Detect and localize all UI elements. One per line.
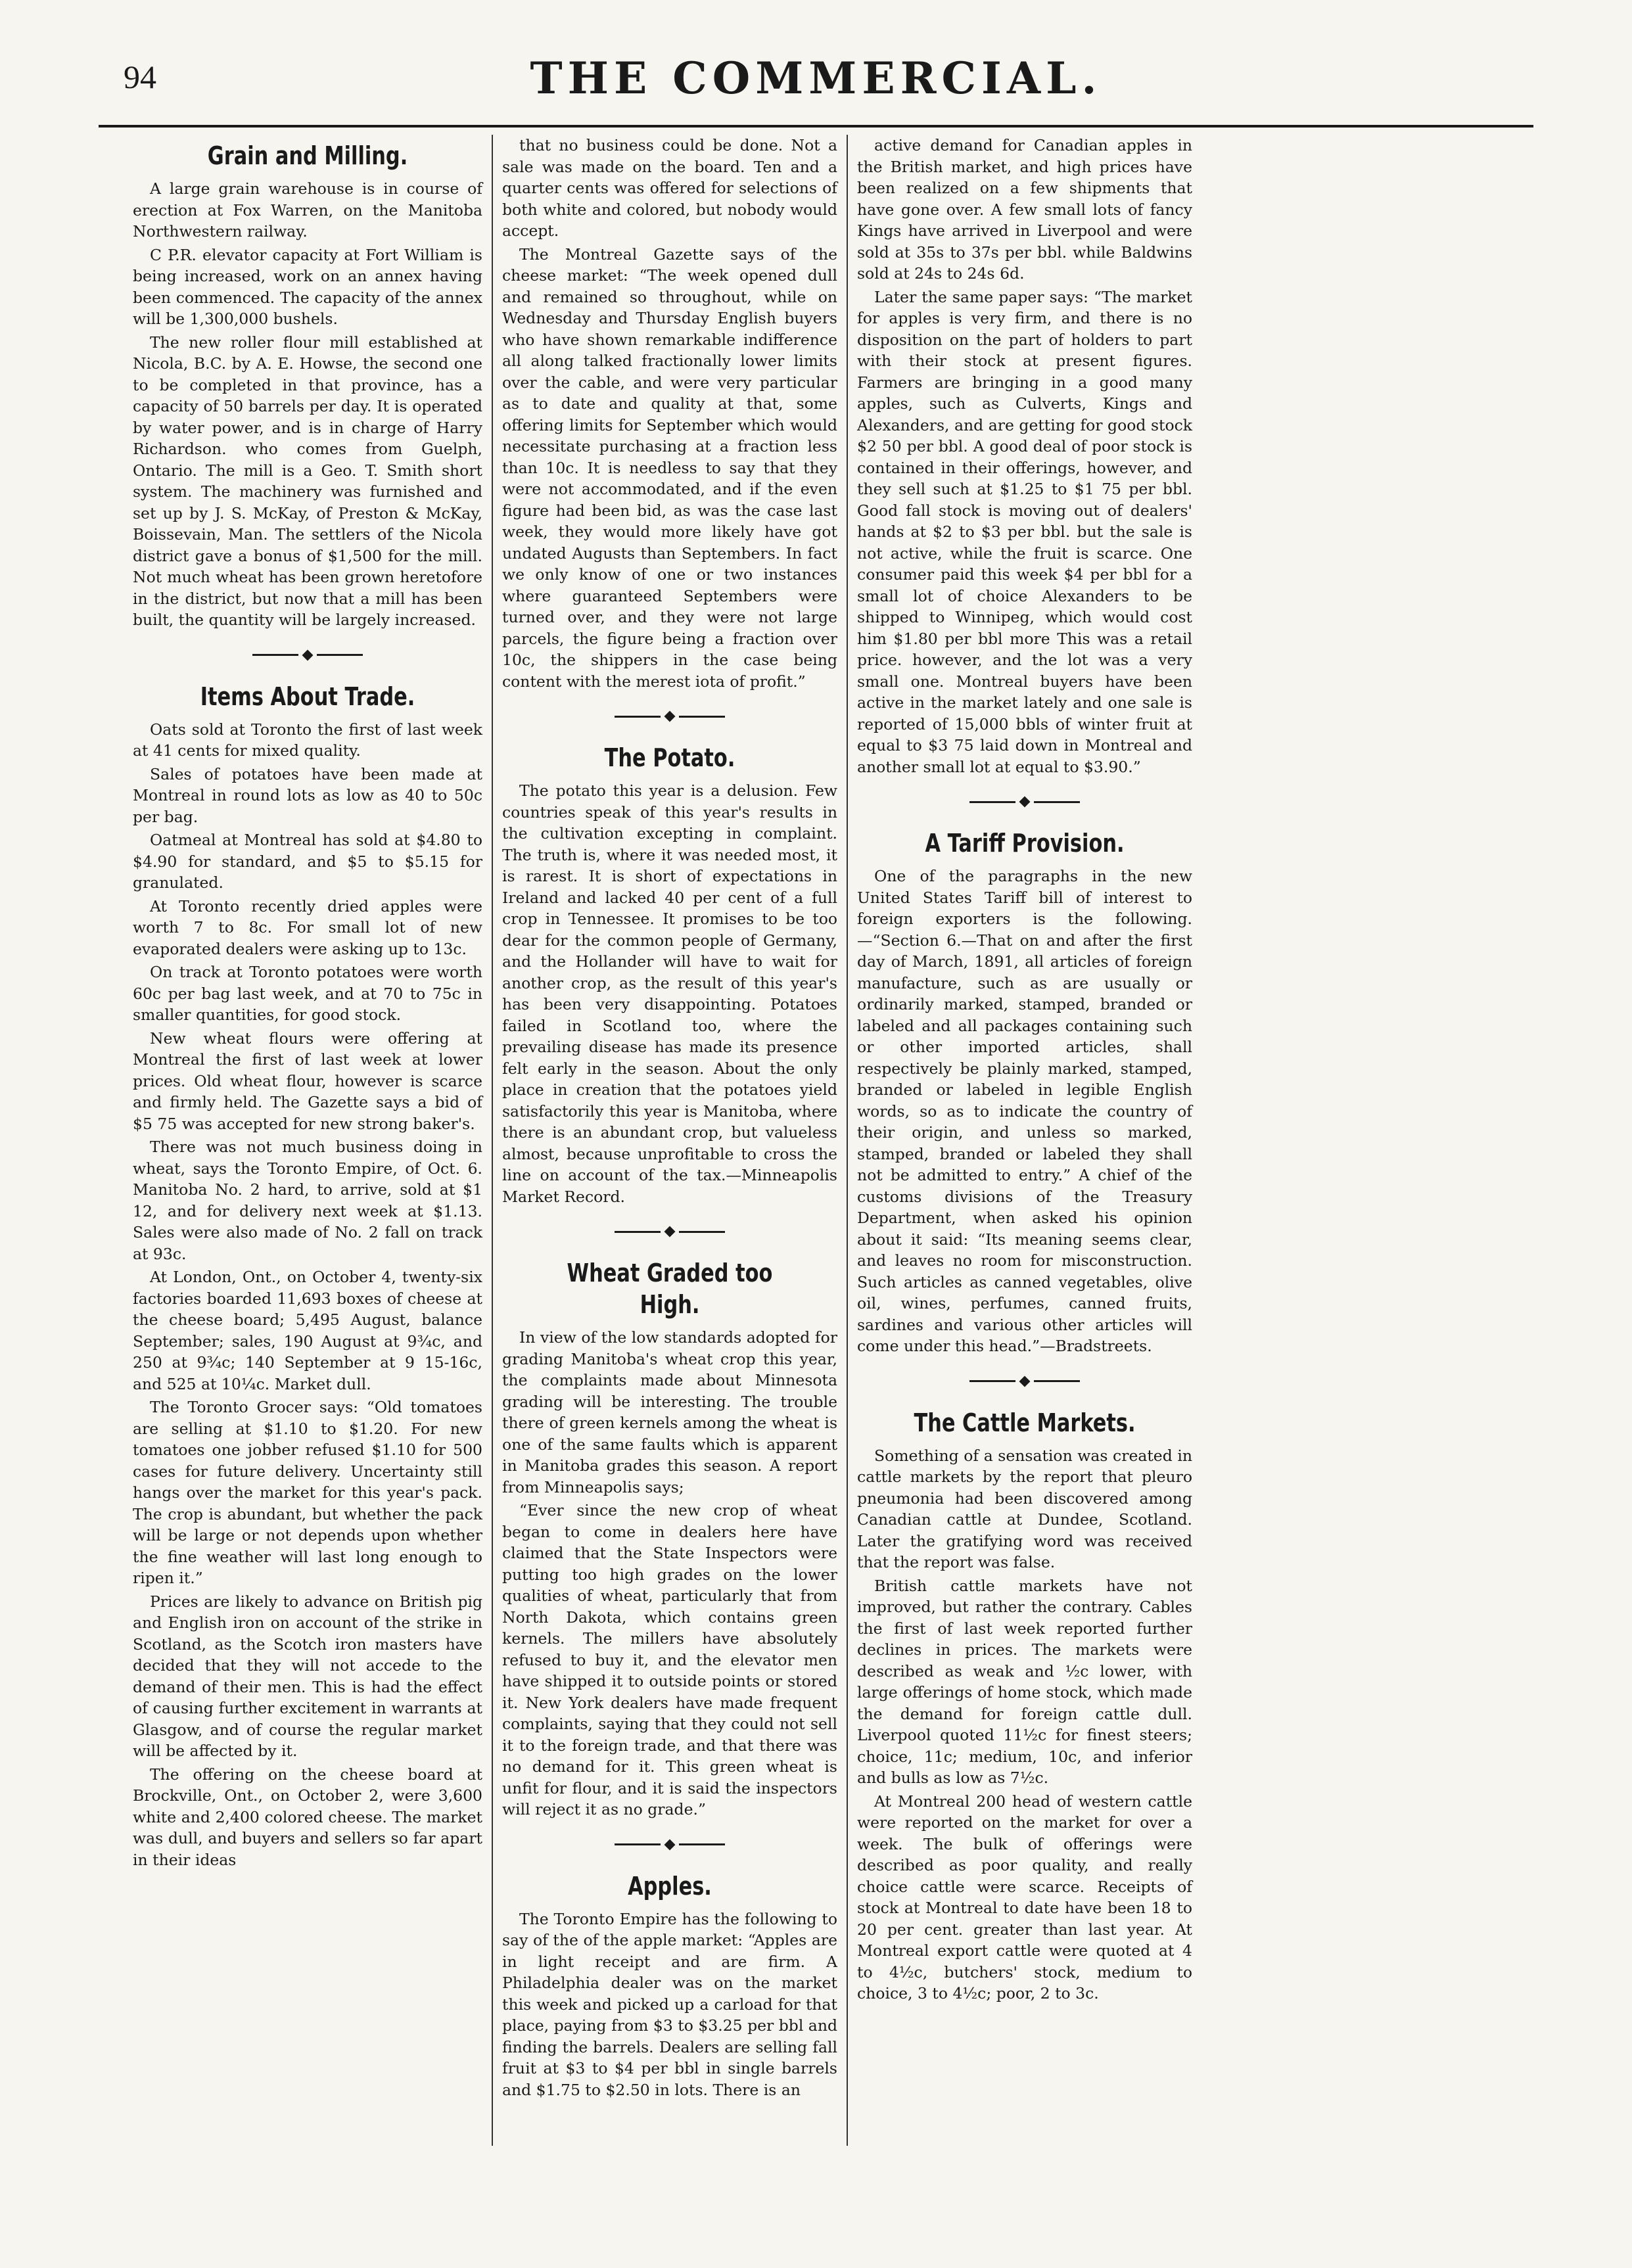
article-paragraph: Prices are likely to advance on British pig and English iron on account of the strike in Scotland, as the Scotch iron masters have decided that they will not accede to the demand of their men. This is had the effect of causing further excitement in warrants at Glasgow, and of course the regular market will be affected by it. — [133, 1592, 482, 1760]
column-3 — [847, 135, 1201, 2146]
article-paragraph: On track at Toronto potatoes were worth 60c per bag last week, and at 70 to 75c in smaller quantities, for good stock. — [133, 963, 482, 1024]
article-paragraph: British cattle markets have not improved, but rather the contrary. Cables the first of last week reported further declines in prices. The markets were described as weak and ½c lower, with large offerings of home stock, which made the demand for foreign cattle dull. Liverpool quoted 11½c for finest steers; choice, 11c; medium, 10c, and inferior and bulls as low as 7½c. — [857, 1576, 1192, 1787]
article-paragraph: In view of the low standards adopted for grading Manitoba's wheat crop this year, the complaints made about Minnesota grading will be interesting. The trouble there of green kernels among the wheat is one of the same faults which is apparent in Manitoba grades this season. A report from Minneapolis says; — [502, 1328, 837, 1496]
section-divider — [502, 710, 837, 722]
article-paragraph: C P.R. elevator capacity at Fort William is being increased, work on an annex having been commenced. The capacity of the annex will be 1,300,000 bushels. — [133, 245, 482, 328]
diamond-ornament-icon — [1019, 1376, 1031, 1387]
article-title: Wheat Graded too High. — [567, 1259, 773, 1319]
article-title: The Potato. — [604, 743, 735, 772]
article-columns — [124, 135, 1574, 2146]
diamond-ornament-icon — [664, 711, 676, 722]
article-paragraph: The potato this year is a delusion. Few countries speak of this year's results in the cultivation excepting in complaint. The truth is, where it was needed most, it is rarest. It is short of expectations in Ireland and lacked 40 per cent of a full crop in Tennessee. It promises to be too dear for the common people of Germany, and the Hollander will have to wait for another crop, as the result of this year's has been very disappointing. Potatoes failed in Scotland too, where the prevailing disease has made its presence felt early in the season. About the only place in creation that the potatoes yield satisfactorily this year is Manitoba, where there is an abundant crop, but valueless almost, because unprofitable to cross the line on account of the tax.—Minneapolis Market Record. — [502, 781, 837, 1206]
column-2 — [492, 135, 847, 2146]
article-paragraph: Something of a sensation was created in cattle markets by the report that pleuro pneumonia had been discovered among Canadian cattle at Dundee, Scotland. Later the gratifying word was received that the report was false. — [857, 1446, 1192, 1571]
column-1 — [124, 135, 492, 2146]
article-paragraph: The Toronto Empire has the following to say of the of the apple market: “Apples are in light receipt and are firm. A Philadelphia dealer was on the market this week and picked up a carload for that place, paying from $3 to $3.25 per bbl and finding the barrels. Dealers are selling fall fruit at $3 to $4 per bbl in single barrels and $1.75 to $2.50 in lots. There is an — [502, 1909, 838, 2099]
article-paragraph: The new roller flour mill established at Nicola, B.C. by A. E. Howse, the second one to be completed in that province, has a capacity of 50 barrels per day. It is operated by water power, and is in charge of Harry Richardson. who comes from Guelph, Ontario. The mill is a Geo. T. Smith short system. The machinery was furnished and set up by J. S. McKay, of Preston & McKay, Boissevain, Man. The settlers of the Nicola district gave a bonus of $1,500 for the mill. Not much wheat has been grown heretofore in the district, but now that a mill has been built, the quantity will be largely increased. — [133, 333, 482, 629]
article-paragraph: that no business could be done. Not a sale was made on the board. Ten and a quarter cents was offered for selections of both white and colored, but nobody would accept. — [502, 136, 837, 240]
article-paragraph: At London, Ont., on October 4, twenty-six factories boarded 11,693 boxes of cheese at the cheese board; 5,495 August, balance September; sales, 190 August at 9¾c, and 250 at 9¾c; 140 September at 9 15-16c, and 525 at 10¼c. Market dull. — [133, 1268, 482, 1393]
article-paragraph: Oatmeal at Montreal has sold at $4.80 to $4.90 for standard, and $5 to $5.15 for granulated. — [133, 831, 482, 892]
article-paragraph: The Montreal Gazette says of the cheese market: “The week opened dull and remained so throughout, while on Wednesday and Thursday English buyers who have shown remarkable indifference all along talked fractionally lower limits over the cable, and were very particular as to date and quality at that, some offering limits for September which would necessitate purchasing at a fraction less than 10c. It is needless to say that they were not accommodated, and if the even figure had been bid, as was the case last week, they would more likely have got undated Augusts than Septembers. In fact we only know of one or two instances where guaranteed Septembers were turned over, and they were not large parcels, the figure being a fraction over 10c, the shippers in the case being content with the merest iota of profit.” — [502, 244, 837, 691]
article-paragraph: There was not much business doing in wheat, says the Toronto Empire, of Oct. 6. Manitoba No. 2 hard, to arrive, sold at $1 12, and for delivery next week at $1.13. Sales were also made of No. 2 fall on track at 93c. — [133, 1138, 482, 1263]
article-paragraph: A large grain warehouse is in course of erection at Fox Warren, on the Manitoba Northwestern railway. — [133, 179, 482, 241]
article-paragraph: One of the paragraphs in the new United States Tariff bill of interest to foreign exporters is the following.—“Section 6.—That on and after the first day of March, 1891, all articles of foreign manufacture, such as are usually or ordinarily marked, stamped, branded or labeled and all packages containing such or other imported articles, shall respectively be plainly marked, stamped, branded or labeled in legible English words, so as to indicate the country of their origin, and unless so marked, stamped, branded or labeled they shall not be admitted to entry.” A chief of the customs divisions of the Treasury Department, when asked his opinion about it said: “Its meaning seems clear, and leaves no room for misconstruction. Such articles as canned vegetables, olive oil, wines, perfumes, canned fruits, sardines and various other articles will come under this head.”—Bradstreets. — [857, 867, 1192, 1355]
page-number: 94 — [124, 58, 156, 95]
article-paragraph: “Ever since the new crop of wheat began to come in dealers here have claimed that the State Inspectors were putting too high grades on the lower qualities of wheat, particularly that from North Dakota, which contains green kernels. The millers have absolutely refused to buy it, and the elevator men have shipped it to outside points or stored it. New York dealers have made frequent complaints, saying that they could not sell it to the foreign trade, and that there was no demand for it. This green wheat is unfit for flour, and it is said the inspectors will reject it as no grade.” — [502, 1501, 837, 1818]
article-paragraph: Sales of potatoes have been made at Montreal in round lots as low as 40 to 50c per bag. — [133, 764, 482, 826]
section-divider — [857, 796, 1192, 808]
masthead-title: THE COMMERCIAL. — [530, 53, 1102, 104]
diamond-ornament-icon — [664, 1226, 676, 1238]
article-paragraph: The offering on the cheese board at Brockville, Ont., on October 2, were 3,600 white and 2,400 colored cheese. The market was dull, and buyers and sellers so far apart in their ideas — [133, 1765, 482, 1869]
article-title: A Tariff Provision. — [925, 829, 1125, 858]
article-title: Apples. — [628, 1871, 712, 1901]
section-divider — [857, 1376, 1192, 1387]
article-paragraph: New wheat flours were offering at Montreal the first of last week at lower prices. Old wheat flour, however is scarce and firmly held. The Gazette says a bid of $5 75 was accepted for new strong baker's. — [133, 1029, 482, 1133]
diamond-ornament-icon — [1019, 797, 1031, 808]
article-title: Items About Trade. — [200, 682, 415, 711]
diamond-ornament-icon — [302, 649, 314, 660]
section-divider — [133, 649, 482, 661]
article-paragraph: At Montreal 200 head of western cattle were reported on the market for over a week. The bulk of offerings were described as poor quality, and really choice cattle were scarce. Receipts of stock at Montreal to date have been 18 to 20 per cent. greater than last year. At Montreal export cattle were quoted at 4 to 4½c, butchers' stock, medium to choice, 3 to 4½c; poor, 2 to 3c. — [857, 1792, 1192, 2002]
article-title: Grain and Milling. — [207, 141, 408, 170]
section-divider — [502, 1839, 837, 1851]
diamond-ornament-icon — [664, 1839, 676, 1850]
article-paragraph: Later the same paper says: “The market for apples is very firm, and there is no disposition on the part of holders to part with their stock at present figures. Farmers are bringing in a good many apples, such as Culverts, Kings and Alexanders, and are getting for good stock $2 50 per bbl. A good deal of poor stock is contained in their offerings, however, and they sell such at $1.25 to $1 75 per bbl. Good fall stock is moving out of dealers' hands at $2 to $3 per bbl. but the sale is not active, while the fruit is scarce. One consumer paid this week $4 per bbl for a small lot of choice Alexanders to be shipped to Winnipeg, which would cost him $1.80 per bbl more This was a retail price. however, and the lot was a very small one. Montreal buyers have been active in the market lately and one sale is reported of 15,000 bbls of winter fruit at equal to $3 75 laid down in Montreal and another small lot at equal to $3.90.” — [857, 287, 1192, 776]
article-paragraph: active demand for Canadian apples in the British market, and high prices have been realized on a few shipments that have gone over. A few small lots of fancy Kings have arrived in Liverpool and were sold at 35s to 37s per bbl. while Baldwins sold at 24s to 24s 6d. — [857, 136, 1192, 283]
page-header — [99, 53, 1533, 127]
article-paragraph: At Toronto recently dried apples were worth 7 to 8c. For small lot of new evaporated dealers were asking up to 13c. — [133, 896, 482, 958]
article-title: The Cattle Markets. — [914, 1408, 1136, 1437]
article-paragraph: Oats sold at Toronto the first of last week at 41 cents for mixed quality. — [133, 720, 482, 760]
article-paragraph: The Toronto Grocer says: “Old tomatoes are selling at $1.10 to $1.20. For new tomatoes one jobber refused $1.10 for 500 cases for future delivery. Uncertainty still hangs over the market for this year's pack. The crop is abundant, but whether the pack will be large or not depends upon whether the fine weather will last long enough to ripen it.” — [133, 1398, 482, 1587]
section-divider — [502, 1226, 837, 1238]
